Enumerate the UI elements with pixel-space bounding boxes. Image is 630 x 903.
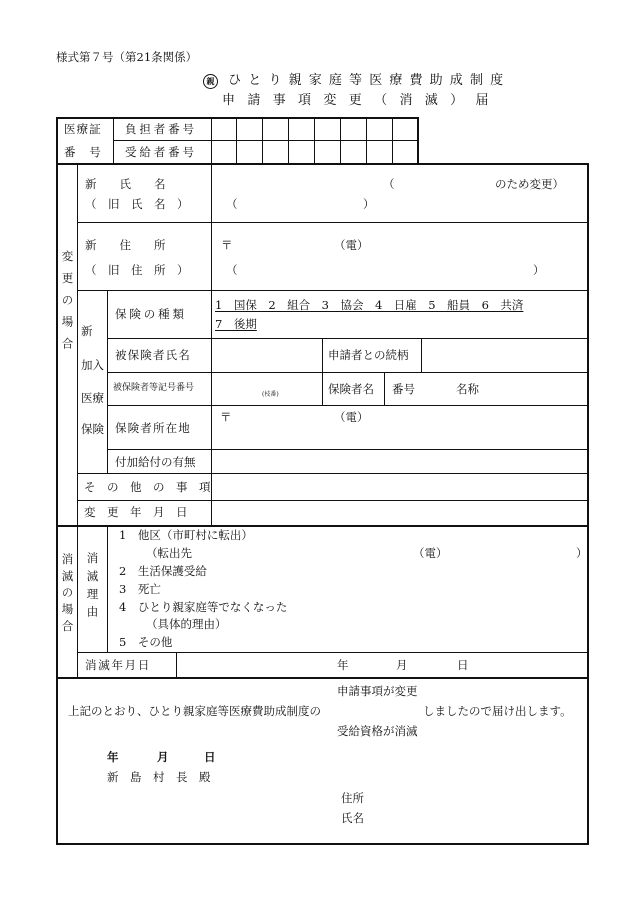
addressee: 新 島 村 長 殿	[107, 770, 211, 784]
reason-1-sub: （転出先	[146, 546, 192, 560]
name-label: 名称	[456, 382, 479, 396]
phone-label: （電）	[334, 238, 369, 252]
reason-1-phone: （電）	[413, 546, 448, 560]
reason-1: 1 他区（市町村に転出）	[119, 528, 253, 542]
insurer-phone-label: （電）	[334, 410, 369, 424]
form-number: 様式第７号（第21条関係）	[56, 50, 198, 64]
form-title-line1	[203, 74, 510, 89]
reason-5: 5 その他	[119, 635, 173, 649]
new-insurance-label-4: 保険	[81, 422, 104, 436]
cert-label-1: 医療証	[64, 122, 102, 136]
name-change-reason: のため変更）	[495, 177, 564, 191]
new-insurance-label-3: 医療	[81, 391, 104, 405]
seal-mark: 親	[203, 74, 218, 89]
new-name-label: 新 氏 名	[85, 177, 166, 191]
reason-2: 2 生活保護受給	[119, 564, 207, 578]
reason-1-close: ）	[576, 546, 588, 560]
insurer-address-label: 保険者所在地	[115, 421, 191, 435]
extinction-day: 日	[457, 658, 469, 672]
insured-number-label: 被保険者等記号番号	[113, 383, 195, 393]
signer-name-label: 氏名	[341, 811, 364, 825]
form-title-line2: 申請事項変更（消滅）届	[222, 93, 501, 108]
old-name-paren-open: （	[226, 197, 238, 211]
extinction-date-label: 消滅年月日	[85, 658, 152, 672]
insurance-types-line1: 1 国保 2 組合 3 協会 4 日雇 5 船員 6 共済	[215, 298, 524, 312]
insurer-postal-mark: 〒	[220, 410, 232, 424]
footer-day: 日	[204, 750, 216, 764]
statement-suffix: しましたので届け出します。	[423, 704, 572, 718]
footer-year: 年	[107, 750, 119, 764]
insurance-types-line2: 7 後期	[215, 317, 257, 331]
insurer-name-label: 保険者名	[328, 382, 374, 396]
cert-label-2: 番 号	[64, 145, 102, 159]
insurance-type-label: 保険の種類	[115, 307, 187, 321]
burden-number-label: 負担者番号	[125, 122, 197, 136]
title-text-1: ひとり親家庭等医療費助成制度	[228, 73, 511, 88]
additional-benefit-label: 付加給付の有無	[115, 455, 196, 469]
footer-month: 月	[157, 750, 169, 764]
extinction-reason-label: 消滅理由	[85, 552, 100, 624]
number-label: 番号	[392, 382, 415, 396]
old-name-label: （ 旧 氏 名 ）	[85, 197, 189, 211]
extinction-year: 年	[337, 658, 349, 672]
new-insurance-label-2: 加入	[81, 358, 104, 372]
address-label: 住所	[341, 791, 364, 805]
insured-name-label: 被保険者氏名	[115, 348, 191, 362]
option-changed: 申請事項が変更	[337, 684, 418, 698]
reason-4-sub: （具体的理由）	[146, 617, 227, 631]
extinction-month: 月	[396, 658, 408, 672]
relation-label: 申請者との続柄	[328, 348, 409, 362]
reason-4: 4 ひとり親家庭等でなくなった	[119, 600, 288, 614]
branch-number: (枝番)	[262, 391, 279, 398]
other-matters-label: そ の 他 の 事 項	[84, 480, 211, 494]
change-side-label: 変更の場合	[60, 250, 75, 360]
recipient-number-label: 受給者番号	[125, 145, 197, 159]
old-name-paren-close: ）	[363, 197, 375, 211]
extinction-side-label: 消滅の場合	[60, 553, 75, 637]
old-address-label: （ 旧 住 所 ）	[85, 263, 189, 277]
change-date-label: 変 更 年 月 日	[84, 505, 188, 519]
statement-prefix: 上記のとおり、ひとり親家庭等医療費助成制度の	[68, 704, 321, 718]
new-address-label: 新 住 所	[85, 238, 166, 252]
reason-3: 3 死亡	[119, 582, 161, 596]
option-extinguished: 受給資格が消滅	[337, 724, 418, 738]
postal-mark: 〒	[221, 238, 233, 252]
name-paren-open: （	[383, 177, 395, 191]
new-insurance-label-1: 新	[81, 324, 93, 338]
old-address-paren-close: ）	[533, 263, 545, 277]
old-address-paren-open: （	[226, 263, 238, 277]
